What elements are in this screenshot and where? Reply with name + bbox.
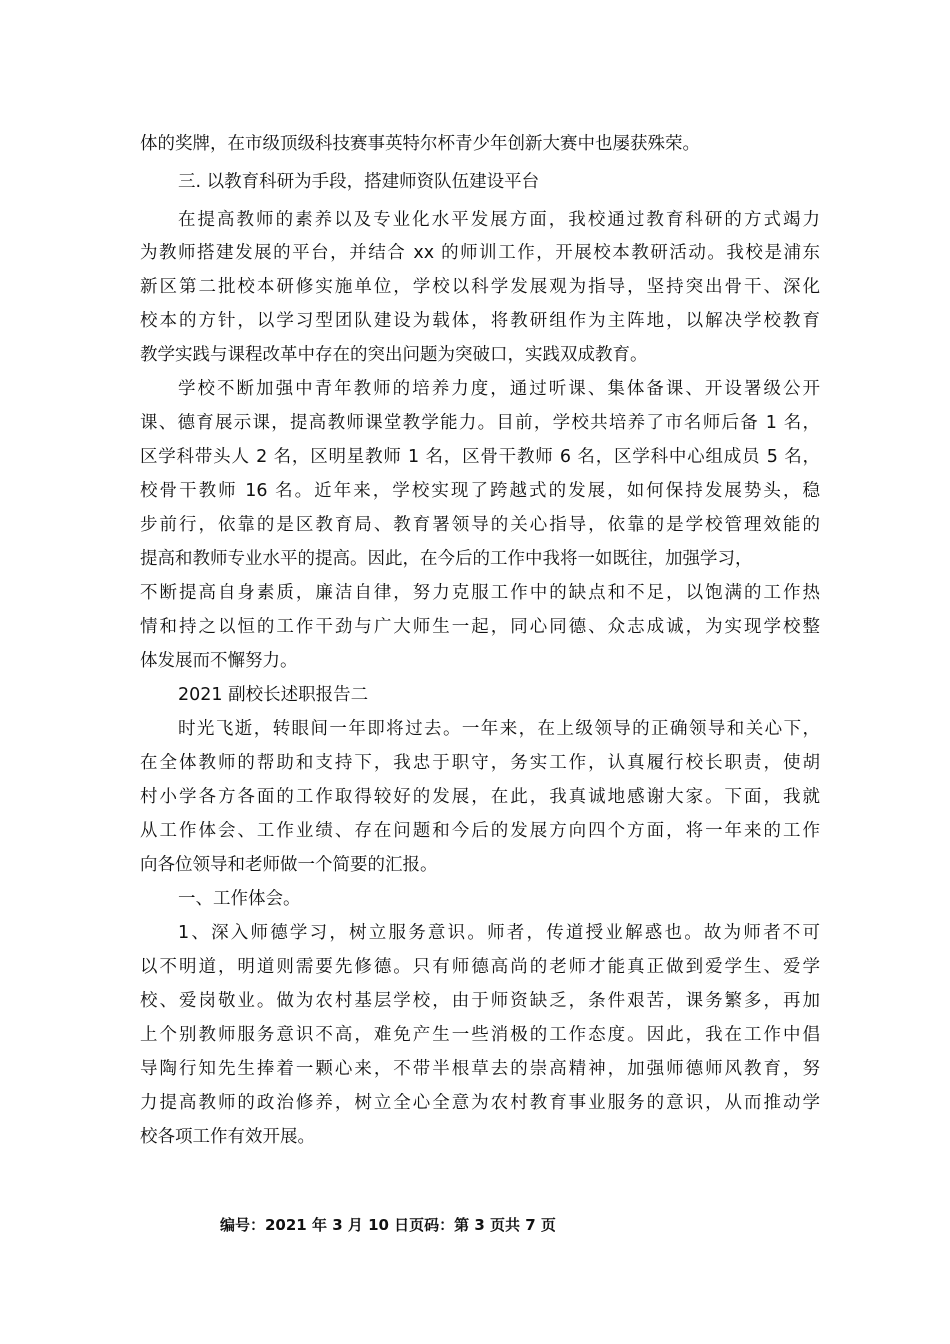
text-line: 为教师搭建发展的平台，并结合 xx 的师训工作，开展校本教研活动。我校是浦东 [140, 243, 820, 263]
text-line: 在提高教师的素养以及专业化水平发展方面，我校通过教育科研的方式竭力 [178, 210, 820, 230]
text-line: 校、爱岗敬业。做为农村基层学校，由于师资缺乏，条件艰苦，课务繁多，再加 [140, 991, 820, 1011]
section-heading: 一、工作体会。 [178, 889, 301, 909]
text-line: 以不明道，明道则需要先修德。只有师德高尚的老师才能真正做到爱学生、爱学 [140, 957, 820, 977]
text-line: 区学科带头人 2 名，区明星教师 1 名，区骨干教师 6 名，区学科中心组成员 5 名， [140, 447, 820, 467]
text-line: 教学实践与课程改革中存在的突出问题为突破口，实践双成教育。 [140, 345, 648, 365]
text-line: 新区第二批校本研修实施单位，学校以科学发展观为指导，坚持突出骨干、深化 [140, 277, 820, 297]
text-line: 情和持之以恒的工作干劲与广大师生一起，同心同德、众志成诚，为实现学校整 [140, 617, 820, 637]
text-line: 在全体教师的帮助和支持下，我忠于职守，务实工作，认真履行校长职责，使胡 [140, 753, 820, 773]
text-line: 时光飞逝，转眼间一年即将过去。一年来，在上级领导的正确领导和关心下， [178, 719, 820, 739]
text-line: 向各位领导和老师做一个简要的汇报。 [140, 855, 438, 875]
text-line: 体的奖牌，在市级顶级科技赛事英特尔杯青少年创新大赛中也屡获殊荣。 [140, 134, 700, 154]
text-line: 1、深入师德学习，树立服务意识。师者，传道授业解惑也。故为师者不可 [178, 923, 820, 943]
page-footer [220, 1213, 556, 1237]
text-line: 校各项工作有效开展。 [140, 1127, 315, 1147]
footer-page-info: 页码：第 3 页共 7 页 [409, 1216, 556, 1234]
text-line: 上个别教师服务意识不高，难免产生一些消极的工作态度。因此，我在工作中倡 [140, 1025, 820, 1045]
section-heading: 2021 副校长述职报告二 [178, 685, 369, 705]
text-line: 步前行，依靠的是区教育局、教育署领导的关心指导，依靠的是学校管理效能的 [140, 515, 820, 535]
text-line: 导陶行知先生捧着一颗心来，不带半根草去的崇高精神，加强师德师风教育，努 [140, 1059, 820, 1079]
text-line: 提高和教师专业水平的提高。因此，在今后的工作中我将一如既往，加强学习， [140, 549, 753, 569]
text-line: 从工作体会、工作业绩、存在问题和今后的发展方向四个方面，将一年来的工作 [140, 821, 820, 841]
text-line: 课、德育展示课，提高教师课堂教学能力。目前，学校共培养了市名师后备 1 名， [140, 413, 820, 433]
section-heading: 三. 以教育科研为手段，搭建师资队伍建设平台 [178, 172, 540, 192]
text-line: 校本的方针，以学习型团队建设为载体，将教研组作为主阵地，以解决学校教育 [140, 311, 820, 331]
text-line: 体发展而不懈努力。 [140, 651, 298, 671]
text-line: 校骨干教师 16 名。近年来，学校实现了跨越式的发展，如何保持发展势头，稳 [140, 481, 820, 501]
text-line: 村小学各方各面的工作取得较好的发展，在此，我真诚地感谢大家。下面，我就 [140, 787, 820, 807]
text-line: 学校不断加强中青年教师的培养力度，通过听课、集体备课、开设署级公开 [178, 379, 820, 399]
footer-date: 编号：2021 年 3 月 10 日 [220, 1216, 410, 1234]
text-line: 不断提高自身素质，廉洁自律，努力克服工作中的缺点和不足，以饱满的工作热 [140, 583, 820, 603]
text-line: 力提高教师的政治修养，树立全心全意为农村教育事业服务的意识，从而推动学 [140, 1093, 820, 1113]
